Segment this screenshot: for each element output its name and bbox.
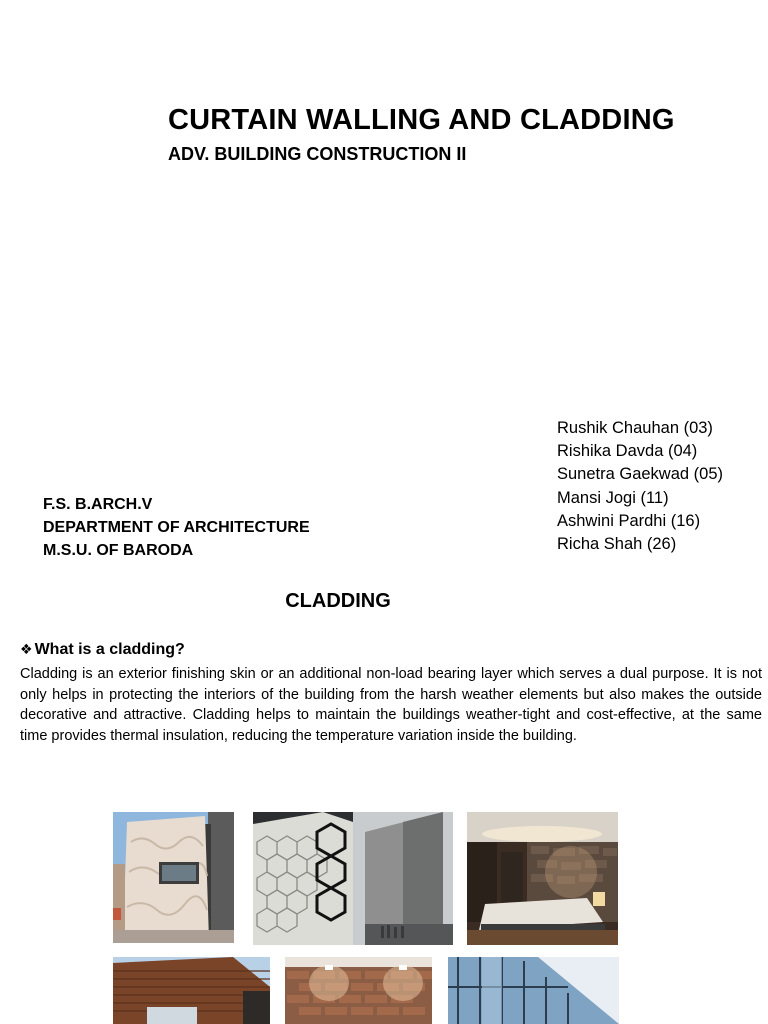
white-panel-facade-photo [113,812,234,943]
question-line [20,641,185,659]
member-name: Rushik Chauhan (03) [557,419,713,437]
member-list [557,417,723,556]
department-line: DEPARTMENT OF ARCHITECTURE [43,519,310,536]
member-name: Rishika Davda (04) [557,442,698,461]
bedroom-stone-wall-photo [467,812,618,945]
glass-curtain-wall-photo [448,957,619,1024]
member-name: Ashwini Pardhi (16) [557,511,701,530]
brick-wall-photo [285,957,432,1024]
document-subtitle: ADV. BUILDING CONSTRUCTION II [168,144,467,164]
member-name: Mansi Jogi (11) [557,488,669,507]
question-text: What is a cladding? [34,641,185,658]
member-name: Sunetra Gaekwad (05) [557,465,724,484]
timber-cladding-photo [113,957,270,1024]
class-line: F.S. B.ARCH.V [43,496,153,513]
member-name: Richa Shah (26) [557,535,677,554]
section-heading: CLADDING [285,590,391,612]
definition-paragraph: Cladding is an exterior finishing skin or an additional non-load bearing layer which serves a dual purpose. It is not only helps in protecting the interiors of the building from the harsh weather elements but also makes the outside decorative and attractive. Cladding helps to maintain the buildings weather-tight and cost-effective, at the same time provides thermal insulation, reducing the temperature variation inside the building. [20,666,762,744]
hexagon-facade-photo [253,812,453,945]
university-line: M.S.U. OF BARODA [43,542,194,559]
document-title: CURTAIN WALLING AND CLADDING [168,104,675,136]
diamond-bullet-icon: ❖ [20,641,33,657]
department-block [43,493,310,562]
